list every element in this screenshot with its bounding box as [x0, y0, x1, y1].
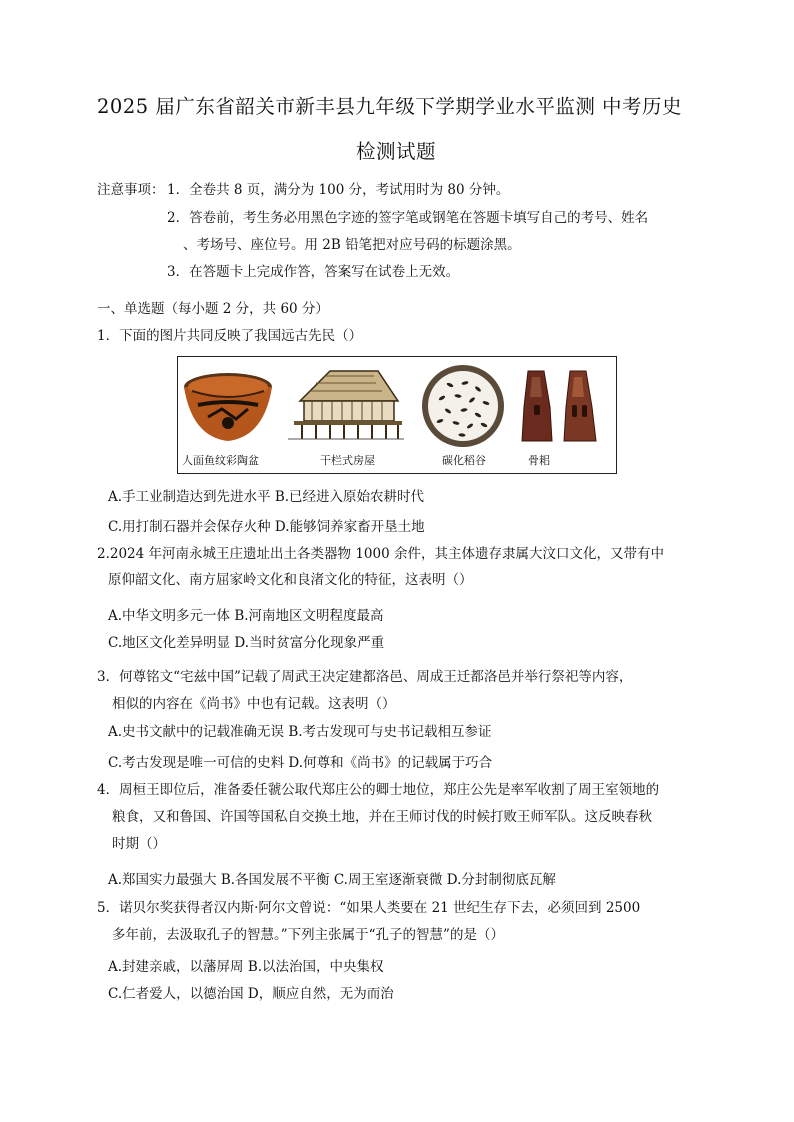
- q3-options-cd: C.考古发现是唯一可信的史料 D.何尊和《尚书》的记载属于巧合: [108, 755, 493, 771]
- notes-item-1: 1．全卷共 8 页，满分为 100 分，考试用时为 80 分钟。: [167, 182, 510, 198]
- q4-options: A.郑国实力最强大 B.各国发展不平衡 C.周王室逐渐衰微 D.分封制彻底瓦解: [108, 872, 556, 888]
- section-heading: 一、单选题（每小题 2 分，共 60 分）: [97, 301, 329, 317]
- notes-item-2a: 2．答卷前，考生务必用黑色字迹的签字笔或钢笔在答题卡填写自己的考号、姓名: [167, 210, 649, 226]
- pottery-basin-image: [182, 365, 274, 449]
- q4-stem-line1: 4．周桓王即位后，准备委任虢公取代郑庄公的卿士地位，郑庄公先是率军收割了周王室领地的: [97, 782, 660, 798]
- notes-label: 注意事项：: [97, 182, 165, 198]
- exam-title-line1: 2025 届广东省韶关市新丰县九年级下学期学业水平监测 中考历史: [97, 95, 683, 118]
- q1-figure: [177, 356, 617, 474]
- stilt-house-image: [286, 367, 406, 447]
- q5-options-cd: C.仁者爱人，以德治国 D，顺应自然，无为而治: [108, 986, 394, 1002]
- q2-stem-line1: 2.2024 年河南永城王庄遗址出土各类器物 1000 余件，其主体遗存隶属大汶口文化，又带有中: [97, 546, 664, 562]
- caption-pottery-basin: 人面鱼纹彩陶盆: [182, 454, 259, 467]
- q5-options-ab: A.封建亲戚，以藩屏周 B.以法治国，中央集权: [108, 959, 384, 975]
- bone-spade-image: [514, 367, 606, 449]
- q2-options-cd: C.地区文化差异明显 D.当时贫富分化现象严重: [108, 635, 385, 651]
- caption-stilt-house: 干栏式房屋: [320, 454, 375, 467]
- q3-stem-line1: 3．何尊铭文“宅兹中国”记载了周武王决定建都洛邑、周成王迁都洛邑并举行祭祀等内容，: [97, 669, 633, 685]
- q3-options-ab: A.史书文献中的记载准确无误 B.考古发现可与史书记载相互参证: [108, 724, 492, 740]
- q2-stem-line2: 原仰韶文化、南方屈家岭文化和良渚文化的特征，这表明（）: [108, 572, 473, 588]
- exam-title-line2: 检测试题: [356, 140, 437, 163]
- q3-stem-line2: 相似的内容在《尚书》中也有记载。这表明（）: [112, 696, 396, 712]
- caption-bone-spade: 骨耜: [528, 454, 550, 467]
- q1-options-ab: A.手工业制造达到先进水平 B.已经进入原始农耕时代: [108, 489, 425, 505]
- caption-carbonized-rice: 碳化稻谷: [442, 454, 486, 467]
- notes-item-2b: 、考场号、座位号。用 2B 铅笔把对应号码的标题涂黑。: [183, 237, 521, 253]
- q1-stem: 1．下面的图片共同反映了我国远古先民（）: [97, 328, 363, 344]
- q4-stem-line2: 粮食，又和鲁国、许国等国私自交换土地，并在王师讨伐的时候打败王师军队。这反映春秋: [112, 809, 652, 825]
- q2-options-ab: A.中华文明多元一体 B.河南地区文明程度最高: [108, 608, 384, 624]
- q5-stem-line1: 5．诺贝尔奖获得者汉内斯·阿尔文曾说：“如果人类要在 21 世纪生存下去，必须回到 2500: [97, 900, 641, 916]
- q4-stem-line3: 时期（）: [112, 836, 166, 852]
- q1-options-cd: C.用打制石器并会保存火种 D.能够饲养家畜开垦土地: [108, 519, 425, 535]
- q5-stem-line2: 多年前，去汲取孔子的智慧。”下列主张属于“孔子的智慧”的是（）: [112, 927, 504, 943]
- notes-item-3: 3．在答题卡上完成作答，答案写在试卷上无效。: [167, 264, 460, 280]
- carbonized-rice-image: [420, 363, 506, 453]
